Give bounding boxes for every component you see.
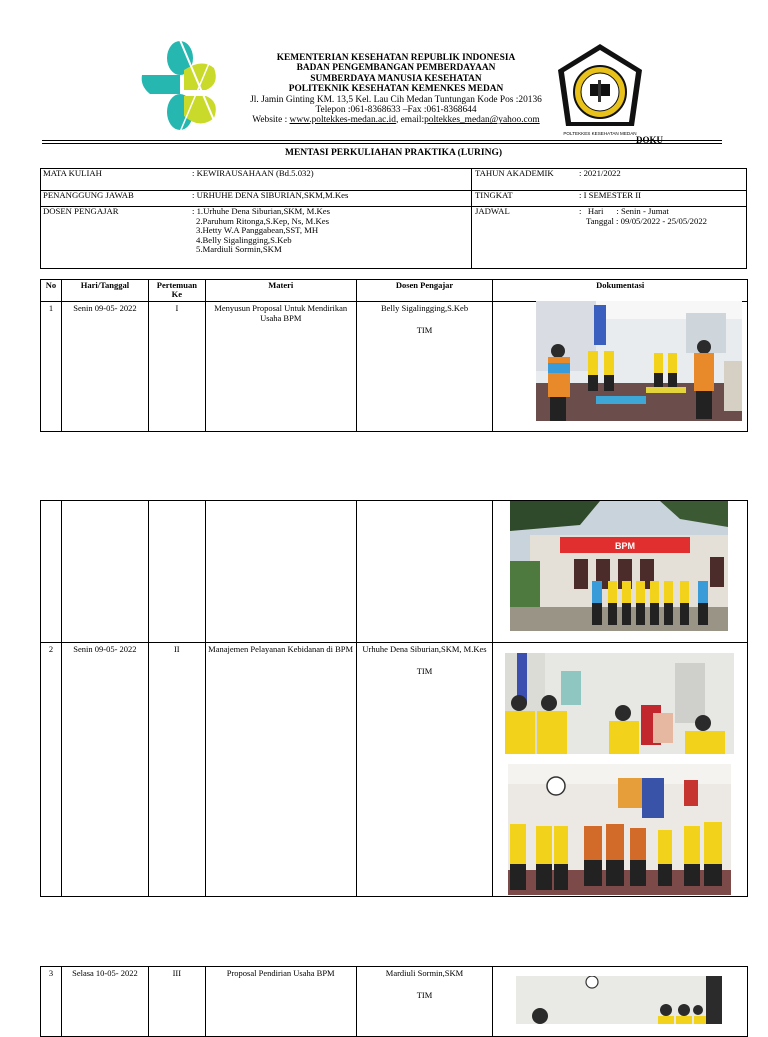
doku-label: DOKU [636, 135, 663, 145]
jadwal-hari: : Hari : Senin - Jumat [579, 206, 669, 216]
row-meeting: I [148, 302, 205, 432]
photo-group-discussion [505, 653, 734, 754]
tingkat-label: TINGKAT [475, 190, 513, 200]
agency-name: BADAN PENGEMBANGAN PEMBERDAYAAN [296, 63, 496, 74]
col-header-materi: Materi [205, 280, 356, 302]
jadwal-label: JADWAL [475, 206, 510, 216]
mata-kuliah-value: : KEWIRAUSAHAAN (Bd.5.032) [192, 168, 314, 178]
photo-proposal-session [516, 976, 722, 1024]
email-link[interactable]: poltekkes_medan@yahoo.com [424, 115, 540, 126]
institution-name: POLITEKNIK KESEHATAN KEMENKES MEDAN [288, 84, 504, 95]
seal-caption: POLTEKKES KESEHATAN MEDAN [563, 131, 637, 136]
row-no: 2 [41, 643, 62, 897]
row-dosen: Urhuhe Dena Siburian,SKM, M.Kes TIM [356, 643, 493, 897]
col-header-no: No [41, 280, 62, 302]
col-header-dokumentasi: Dokumentasi [493, 280, 748, 302]
row-date: Senin 09-05- 2022 [61, 643, 148, 897]
row-materi: Menyusun Proposal Untuk Mendirikan Usaha BPM [205, 302, 356, 432]
dosen-pengajar-list: : 1.Urhuhe Dena Siburian,SKM, M.Kes 2.Paruhum Ritonga,S.Kep, Ns, M.Kes 3.Hetty W.A Panggabean,SST, MH 4.Belly Sigalingging,S.Keb 5.Mardiuli Sormin,SKM [192, 206, 331, 255]
address: Jl. Jamin Ginting KM. 13,5 Kel. Lau Cih Medan Tuntungan Kode Pos :20136 [250, 94, 542, 105]
row-dosen: Belly Sigalingging,S.Keb TIM [356, 302, 493, 432]
photo-classroom-practice [536, 301, 742, 421]
photo-group-batik [508, 764, 731, 895]
letterhead [240, 53, 552, 126]
svg-text:BPM: BPM [615, 541, 635, 551]
tingkat-value: : I SEMESTER II [579, 190, 642, 200]
col-header-dosen: Dosen Pengajar [356, 280, 493, 302]
row-no: 3 [41, 967, 62, 1037]
row-date: Selasa 10-05- 2022 [61, 967, 148, 1037]
row-materi: Proposal Pendirian Usaha BPM [205, 967, 356, 1037]
row-materi: Manajemen Pelayanan Kebidanan di BPM [205, 643, 356, 897]
phone-fax: Telepon :061-8368633 –Fax :061-8368644 [315, 105, 477, 116]
jadwal-tanggal: Tanggal : 09/05/2022 - 25/05/2022 [586, 216, 708, 226]
tahun-akademik-label: TAHUN AKADEMIK [475, 168, 554, 178]
row-no: 1 [41, 302, 62, 432]
col-header-meeting: Pertemuan Ke [148, 280, 205, 302]
row-meeting: III [148, 967, 205, 1037]
course-info-box [40, 168, 747, 269]
ministry-name: KEMENTERIAN KESEHATAN REPUBLIK INDONESIA [276, 53, 516, 63]
col-header-date: Hari/Tanggal [61, 280, 148, 302]
mata-kuliah-label: MATA KULIAH [43, 168, 102, 178]
website-link[interactable]: www.poltekkes-medan.ac.id [289, 115, 396, 126]
poltekkes-seal [552, 40, 648, 140]
document-title: MENTASI PERKULIAHAN PRAKTIKA (LURING) [284, 148, 503, 158]
dosen-pengajar-label: DOSEN PENGAJAR [43, 206, 119, 216]
website-email-line: Website : www.poltekkes-medan.ac.id, email:poltekkes_medan@yahoo.com [252, 115, 540, 126]
header-divider [42, 140, 722, 141]
penanggung-jawab-label: PENANGGUNG JAWAB [43, 190, 134, 200]
tahun-akademik-value: : 2021/2022 [579, 168, 621, 178]
row-dosen: Mardiuli Sormin,SKM TIM [356, 967, 493, 1037]
penanggung-jawab-value: : URHUHE DENA SIBURIAN,SKM,M.Kes [192, 190, 349, 200]
photo-clinic-front [510, 501, 728, 631]
row-meeting: II [148, 643, 205, 897]
header-divider-2 [42, 143, 722, 144]
row-date: Senin 09-05- 2022 [61, 302, 148, 432]
agency-name-2: SUMBERDAYA MANUSIA KESEHATAN [310, 73, 482, 84]
kemenkes-logo [140, 40, 220, 132]
